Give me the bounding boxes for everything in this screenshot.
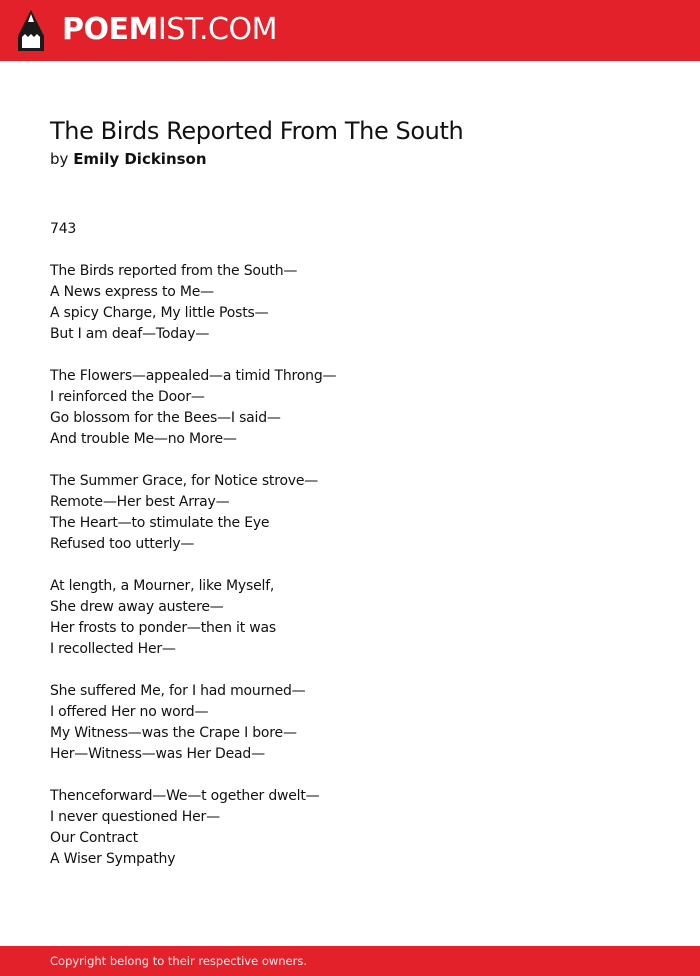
author-name: Emily Dickinson — [73, 150, 207, 168]
poem-line: My Witness—was the Crape I bore— — [50, 725, 297, 741]
pencil-tip-icon[interactable] — [18, 10, 44, 51]
site-logo[interactable] — [62, 12, 277, 48]
poem-line: A News express to Me— — [50, 284, 214, 300]
poem-line: Refused too utterly— — [50, 536, 195, 552]
stanza-gap — [50, 660, 650, 681]
poem-line: A spicy Charge, My little Posts— — [50, 305, 269, 321]
stanza-gap — [50, 765, 650, 786]
poem-title: The Birds Reported From The South — [50, 117, 464, 145]
poem-line: I never questioned Her— — [50, 809, 220, 825]
poem-line: And trouble Me—no More— — [50, 431, 237, 447]
poem-line: A Wiser Sympathy — [50, 851, 176, 867]
poem-line: But I am deaf—Today— — [50, 326, 210, 342]
poem-line: Go blossom for the Bees—I said— — [50, 410, 281, 426]
stanza-gap — [50, 450, 650, 471]
copyright-notice: Copyright belong to their respective owners. — [50, 954, 308, 968]
poem-number: 743 — [50, 221, 77, 237]
poem-line: The Heart—to stimulate the Eye — [50, 515, 270, 531]
poem-line: The Birds reported from the South— — [50, 263, 298, 279]
poem-line: Thenceforward—We—t ogether dwelt— — [50, 788, 320, 804]
stanza-gap — [50, 555, 650, 576]
poem-line: I recollected Her— — [50, 641, 176, 657]
poem-line: She suffered Me, for I had mourned— — [50, 683, 306, 699]
poem-body — [50, 219, 650, 870]
poem-line: Our Contract — [50, 830, 138, 846]
header-bar — [0, 0, 700, 61]
stanza-gap — [50, 240, 650, 261]
poem-line: She drew away austere— — [50, 599, 224, 615]
poem-line: The Flowers—appealed—a timid Throng— — [50, 368, 337, 384]
poem-line: At length, a Mourner, like Myself, — [50, 578, 275, 594]
byline — [50, 149, 207, 169]
poem-line: The Summer Grace, for Notice strove— — [50, 473, 319, 489]
by-prefix: by — [50, 150, 69, 168]
footer-bar — [0, 946, 700, 976]
poem-line: I reinforced the Door— — [50, 389, 205, 405]
poem-line: Her—Witness—was Her Dead— — [50, 746, 265, 762]
poem-line: Her frosts to ponder—then it was — [50, 620, 276, 636]
logo-light-text: IST.COM — [157, 12, 277, 47]
stanza-gap — [50, 345, 650, 366]
poem-line: Remote—Her best Array— — [50, 494, 230, 510]
logo-bold-text: POEM — [62, 12, 158, 47]
poem-line: I offered Her no word— — [50, 704, 209, 720]
